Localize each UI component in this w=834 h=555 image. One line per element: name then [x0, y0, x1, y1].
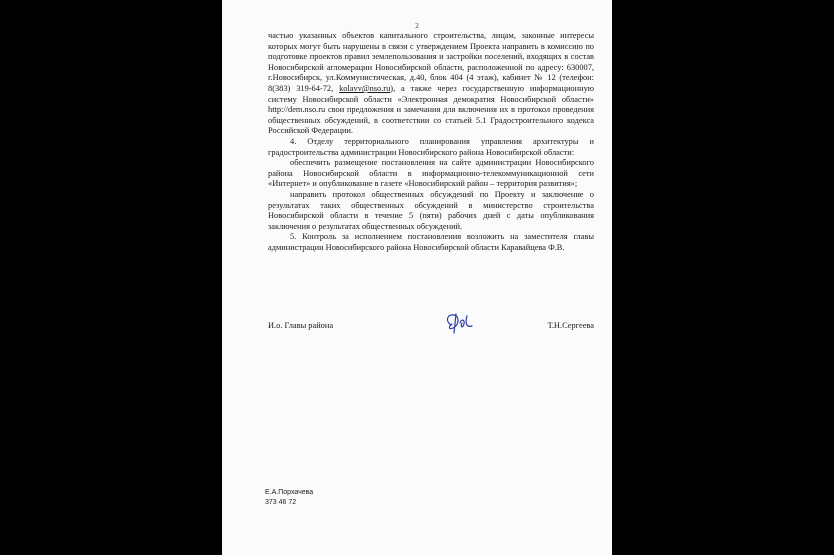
signer-position: И.о. Главы района — [268, 321, 334, 330]
paragraph-publication: обеспечить размещение постановления на сайте администрации Новосибирского района Новосибирской области в информационно-телекоммуникационной сети «Интернет» и опубликование в газете «Новосибирский район – территория развития»; — [268, 158, 594, 189]
handwritten-signature-icon — [443, 311, 477, 335]
paragraph-comments-address — [268, 31, 594, 137]
footer-executor — [265, 488, 313, 508]
page-number: 2 — [415, 22, 419, 30]
signature-block — [268, 311, 594, 337]
executor-phone: 373 46 72 — [265, 499, 297, 506]
document-page — [222, 0, 612, 555]
paragraph-item-5: 5. Контроль за исполнением постановления возложить на заместителя главы администрации Новосибирского района Новосибирской области Каравайцева Ф.В. — [268, 232, 594, 252]
email-link[interactable]: kolavv@nso.ru — [339, 83, 391, 93]
document-body — [268, 31, 594, 253]
paragraph-item-4: 4. Отделу территориального планирования управления архитектуры и градостроительства администрации Новосибирского района Новосибирской области: — [268, 136, 594, 157]
executor-name: Е.А.Порхачева — [265, 489, 314, 496]
address-text: частью указанных объектов капитального строительства, лицам, законные интересы которых могут быть нарушены в связи с утверждением Проекта направить в комиссию по подготовке проектов правил землепользования и застройки поселений, входящих в состав Новосибирской агломерации Новосибирской области, расположенной по адресу: 630007, г.Новосибирск, ул.Коммунистическая, д.40, блок 404 (4 этаж), кабинет № 12 (телефон: 8(383) 319-64-72, — [268, 31, 594, 93]
address-text-continued: ), а также через государственную информационную систему Новосибирской области «Электронная демократия Новосибирской области» http://dem.nso.ru свои предложения и замечания для включения их в протокол проведения общественных обсуждений, в соответствии со статьей 5.1 Градостроительного кодекса Российской Федерации. — [268, 83, 595, 136]
paragraph-protocol: направить протокол общественных обсуждений по Проекту и заключение о результатах таких общественных обсуждений в министерство строительства Новосибирской области в течение 5 (пяти) рабочих дней с даты опубликования заключения о результатах общественных обсуждений. — [268, 189, 594, 231]
signer-name: Т.Н.Сергеева — [547, 321, 594, 330]
